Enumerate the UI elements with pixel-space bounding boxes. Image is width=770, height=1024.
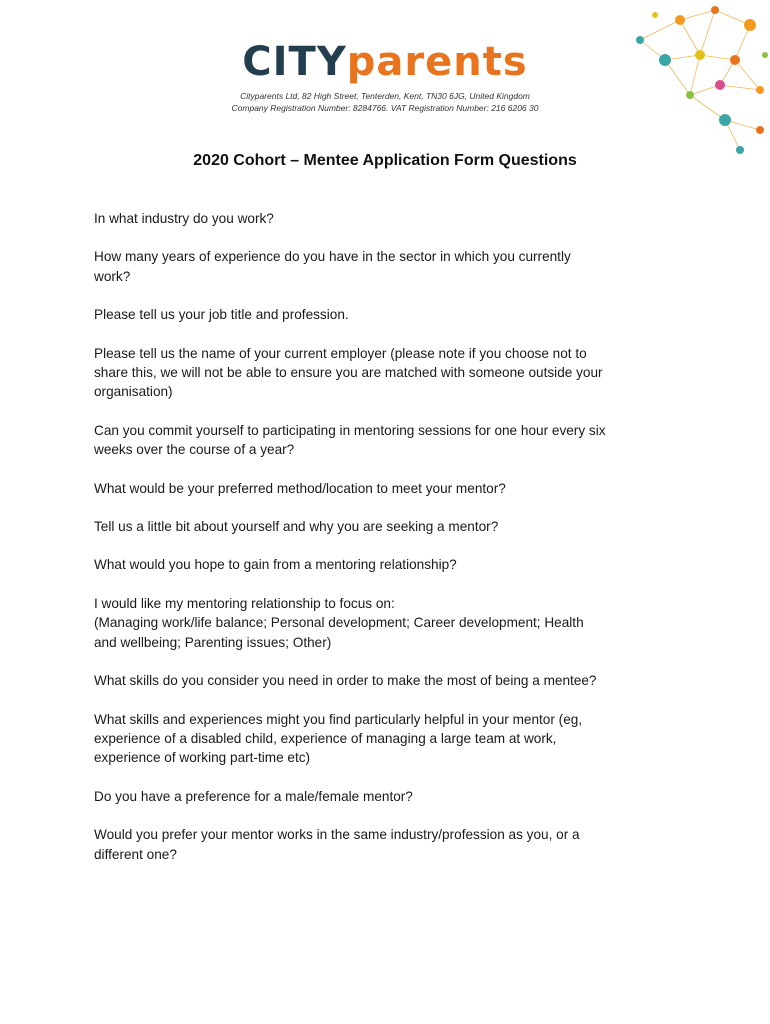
question-item: Do you have a preference for a male/female mentor?: [94, 788, 413, 804]
company-registration: Company Registration Number: 8284766. VAT Registration Number: 216 6206 30: [231, 103, 539, 113]
question-item: What would you hope to gain from a mentoring relationship?: [94, 557, 457, 573]
questions-list: [94, 209, 694, 883]
question-item: What skills and experiences might you find particularly helpful in your mentor (eg, experience of a disabled child, experience of managing a large team at work, experience of working part-time etc): [94, 711, 583, 766]
network-graphic-icon: [620, 0, 770, 160]
logo-city-text: CITY: [242, 39, 347, 85]
question-item: Can you commit yourself to participating in mentoring sessions for one hour every six weeks over the course of a year?: [94, 422, 606, 458]
question-item: Please tell us the name of your current employer (please note if you choose not to share this, we will not be able to ensure you are matched with someone outside your organisation): [94, 345, 603, 400]
question-item: What would be your preferred method/location to meet your mentor?: [94, 480, 506, 496]
question-item: Would you prefer your mentor works in the same industry/profession as you, or a different one?: [94, 827, 580, 862]
company-address: Cityparents Ltd, 82 High Street, Tenterden, Kent, TN30 6JG, United Kingdom: [240, 91, 530, 101]
question-item: Please tell us your job title and profession.: [94, 307, 349, 323]
question-item: In what industry do you work?: [94, 211, 274, 226]
question-item: I would like my mentoring relationship to focus on: (Managing work/life balance; Personal development; Career development; Health and wellbeing; Parenting issues; Other): [94, 595, 584, 650]
question-item: What skills do you consider you need in order to make the most of being a mentee?: [94, 673, 597, 689]
page-title: 2020 Cohort – Mentee Application Form Questions: [193, 152, 577, 169]
logo-parents-text: parents: [346, 39, 528, 85]
question-item: Tell us a little bit about yourself and why you are seeking a mentor?: [94, 519, 499, 535]
question-item: How many years of experience do you have in the sector in which you currently work?: [94, 249, 571, 284]
